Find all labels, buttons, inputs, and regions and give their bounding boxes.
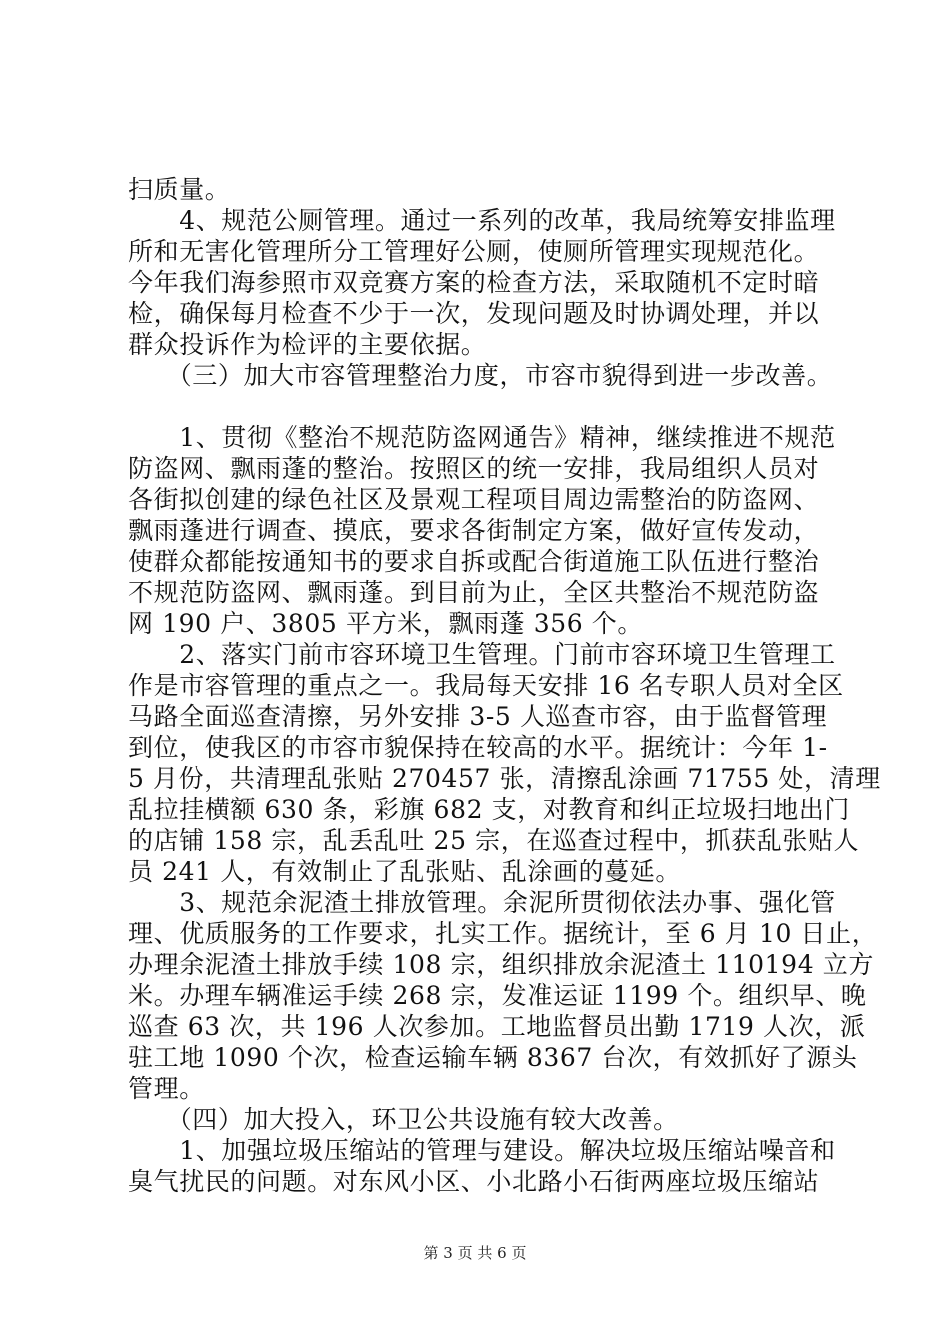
- section-heading: （四）加大投入，环卫公共设施有较大改善。: [128, 1105, 679, 1134]
- text-line: 4、规范公厕管理。通过一系列的改革，我局统筹安排监理: [128, 206, 836, 235]
- text-line: 米。办理车辆准运手续 268 宗，发准运证 1199 个。组织早、晚: [128, 981, 867, 1010]
- text-line: 乱拉挂横额 630 条，彩旗 682 支，对教育和纠正垃圾扫地出门: [128, 795, 851, 824]
- section-heading: （三）加大市容管理整治力度，市容市貌得到进一步改善。: [128, 361, 833, 390]
- text-line: 巡查 63 次，共 196 人次参加。工地监督员出勤 1719 人次，派: [128, 1012, 866, 1041]
- text-line: 马路全面巡查清擦，另外安排 3-5 人巡查市容，由于监督管理: [128, 702, 828, 731]
- text-line: 5 月份，共清理乱张贴 270457 张，清擦乱涂画 71755 处，清理: [128, 764, 881, 793]
- text-line: 飘雨蓬进行调查、摸底，要求各街制定方案，做好宣传发动，: [128, 516, 820, 545]
- text-line: 各街拟创建的绿色社区及景观工程项目周边需整治的防盗网、: [128, 485, 820, 514]
- text-line: 今年我们海参照市双竞赛方案的检查方法，采取随机不定时暗: [128, 268, 820, 297]
- text-line: 理、优质服务的工作要求，扎实工作。据统计，至 6 月 10 日止，: [128, 919, 878, 948]
- text-line: 所和无害化管理所分工管理好公厕，使厕所管理实现规范化。: [128, 237, 820, 266]
- text-line: 驻工地 1090 个次，检查运输车辆 8367 台次，有效抓好了源头: [128, 1043, 858, 1072]
- text-line: 3、规范余泥渣土排放管理。余泥所贯彻依法办事、强化管: [128, 888, 836, 917]
- text-line: 1、加强垃圾压缩站的管理与建设。解决垃圾压缩站噪音和: [128, 1136, 836, 1165]
- text-line: 1、贯彻《整治不规范防盗网通告》精神，继续推进不规范: [128, 423, 836, 452]
- text-line: 到位，使我区的市容市貌保持在较高的水平。据统计：今年 1-: [128, 733, 828, 762]
- page-number: 第 3 页 共 6 页: [423, 1244, 527, 1262]
- text-line: 群众投诉作为检评的主要依据。: [128, 330, 487, 359]
- text-line: 作是市容管理的重点之一。我局每天安排 16 名专职人员对全区: [128, 671, 844, 700]
- text-line: 使群众都能按通知书的要求自拆或配合街道施工队伍进行整治: [128, 547, 820, 576]
- text-line: 2、落实门前市容环境卫生管理。门前市容环境卫生管理工: [128, 640, 836, 669]
- text-line: 的店铺 158 宗，乱丢乱吐 25 宗，在巡查过程中，抓获乱张贴人: [128, 826, 860, 855]
- text-line: 不规范防盗网、飘雨蓬。到目前为止，全区共整治不规范防盗: [128, 578, 820, 607]
- text-line: 员 241 人，有效制止了乱张贴、乱涂画的蔓延。: [128, 857, 682, 886]
- text-line: 办理余泥渣土排放手续 108 宗，组织排放余泥渣土 110194 立方: [128, 950, 874, 979]
- text-line: 防盗网、飘雨蓬的整治。按照区的统一安排，我局组织人员对: [128, 454, 820, 483]
- text-line: 检，确保每月检查不少于一次，发现问题及时协调处理，并以: [128, 299, 820, 328]
- text-line: 网 190 户、3805 平方米，飘雨蓬 356 个。: [128, 609, 643, 638]
- text-line: 臭气扰民的问题。对东风小区、小北路小石街两座垃圾压缩站: [128, 1167, 820, 1196]
- text-line: 管理。: [128, 1074, 205, 1103]
- text-line: 扫质量。: [128, 175, 231, 204]
